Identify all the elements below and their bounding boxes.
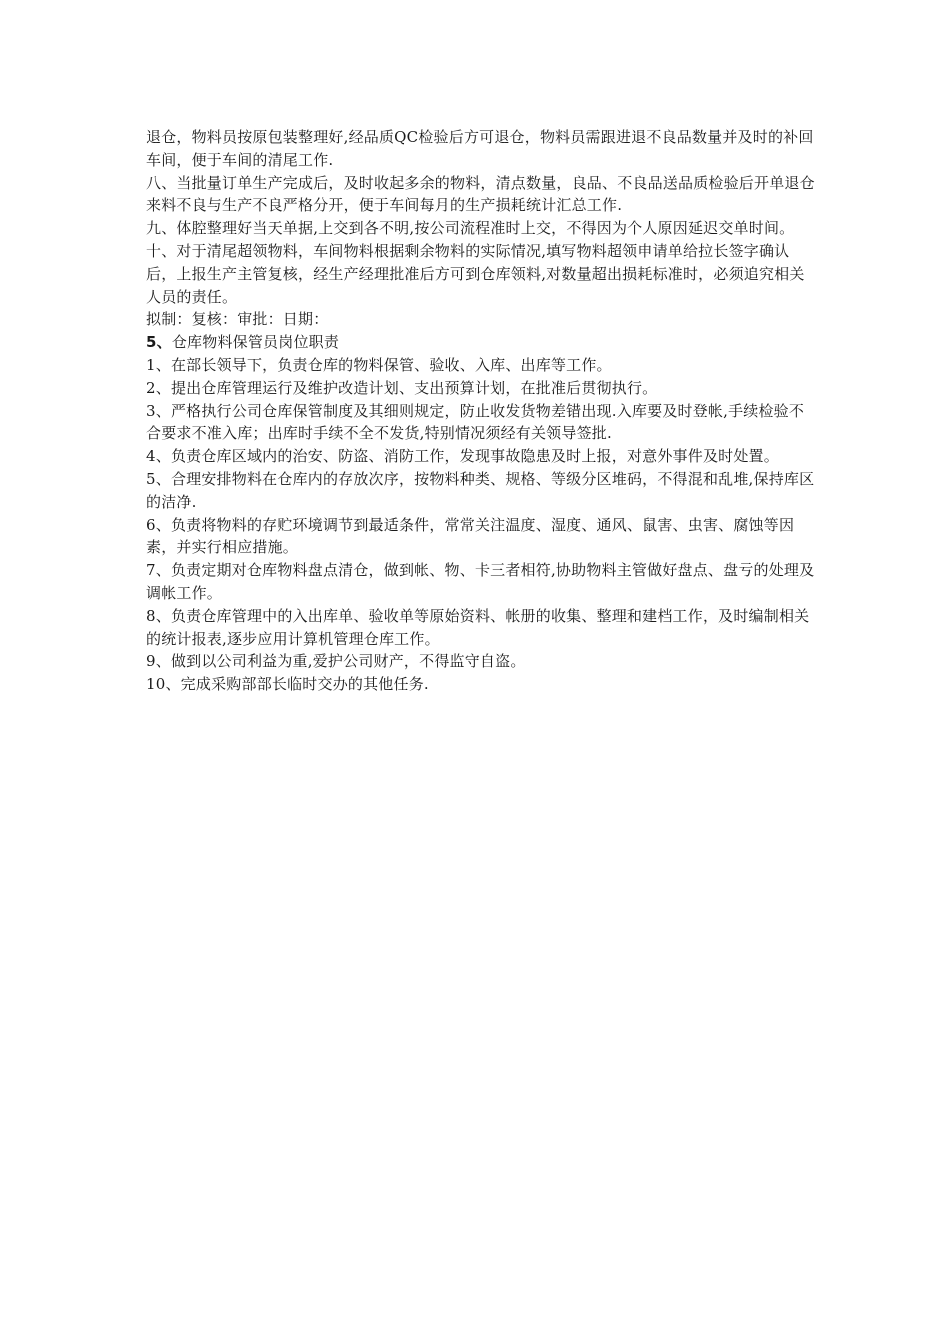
duty-item-9: 9、做到以公司利益为重,爱护公司财产，不得监守自盗。 <box>146 652 526 671</box>
section-heading <box>146 331 816 354</box>
paragraph-item-9: 九、体腔整理好当天单据,上交到各不明,按公司流程准时上交，不得因为个人原因延迟交单时间。 <box>146 219 795 238</box>
paragraph-return-to-warehouse: 退仓，物料员按原包装整理好,经品质QC检验后方可退仓，物料员需跟进退不良品数量并及时的补回车间，便于车间的清尾工作. <box>146 128 814 169</box>
duty-item-8: 8、负责仓库管理中的入出库单、验收单等原始资料、帐册的收集、整理和建档工作，及时编制相关的统计报表,逐步应用计算机管理仓库工作。 <box>146 606 810 648</box>
duty-item-1: 1、在部长领导下，负责仓库的物料保管、验收、入库、出库等工作。 <box>146 355 612 374</box>
duty-item-7: 7、负责定期对仓库物料盘点清仓，做到帐、物、卡三者相符,协助物料主管做好盘点、盘亏的处理及调帐工作。 <box>146 561 815 602</box>
duty-item-6: 6、负责将物料的存贮环境调节到最适条件，常常关注温度、湿度、通风、鼠害、虫害、腐蚀等因素，并实行相应措施。 <box>146 515 795 557</box>
signature-line: 拟制：复核：审批：日期： <box>146 310 329 329</box>
section-heading-title: 仓库物料保管员岗位职责 <box>171 333 340 352</box>
document-body <box>146 126 816 696</box>
section-heading-number: 5、 <box>146 333 172 352</box>
duty-item-3: 3、严格执行公司仓库保管制度及其细则规定，防止收发货物差错出现.入库要及时登帐,手续检验不合要求不准入库；出库时手续不全不发货,特别情况须经有关领导签批. <box>146 401 805 443</box>
paragraph-item-10: 十、对于清尾超领物料，车间物料根据剩余物料的实际情况,填写物料超领申请单给拉长签字确认后，上报生产主管复核，经生产经理批准后方可到仓库领料,对数量超出损耗标准时，必须追究相关人员的责任。 <box>146 241 805 306</box>
duty-item-4: 4、负责仓库区域内的治安、防盗、消防工作，发现事故隐患及时上报，对意外事件及时处置。 <box>146 447 779 466</box>
duty-item-5: 5、合理安排物料在仓库内的存放次序，按物料种类、规格、等级分区堆码，不得混和乱堆,保持库区的洁净. <box>146 469 815 511</box>
duty-item-10: 10、完成采购部部长临时交办的其他任务. <box>146 675 429 694</box>
paragraph-item-8: 八、当批量订单生产完成后，及时收起多余的物料，清点数量，良品、不良品送品质检验后开单退仓来料不良与生产不良严格分开，便于车间每月的生产损耗统计汇总工作. <box>146 173 815 215</box>
duty-item-2: 2、提出仓库管理运行及维护改造计划、支出预算计划，在批准后贯彻执行。 <box>146 378 658 397</box>
